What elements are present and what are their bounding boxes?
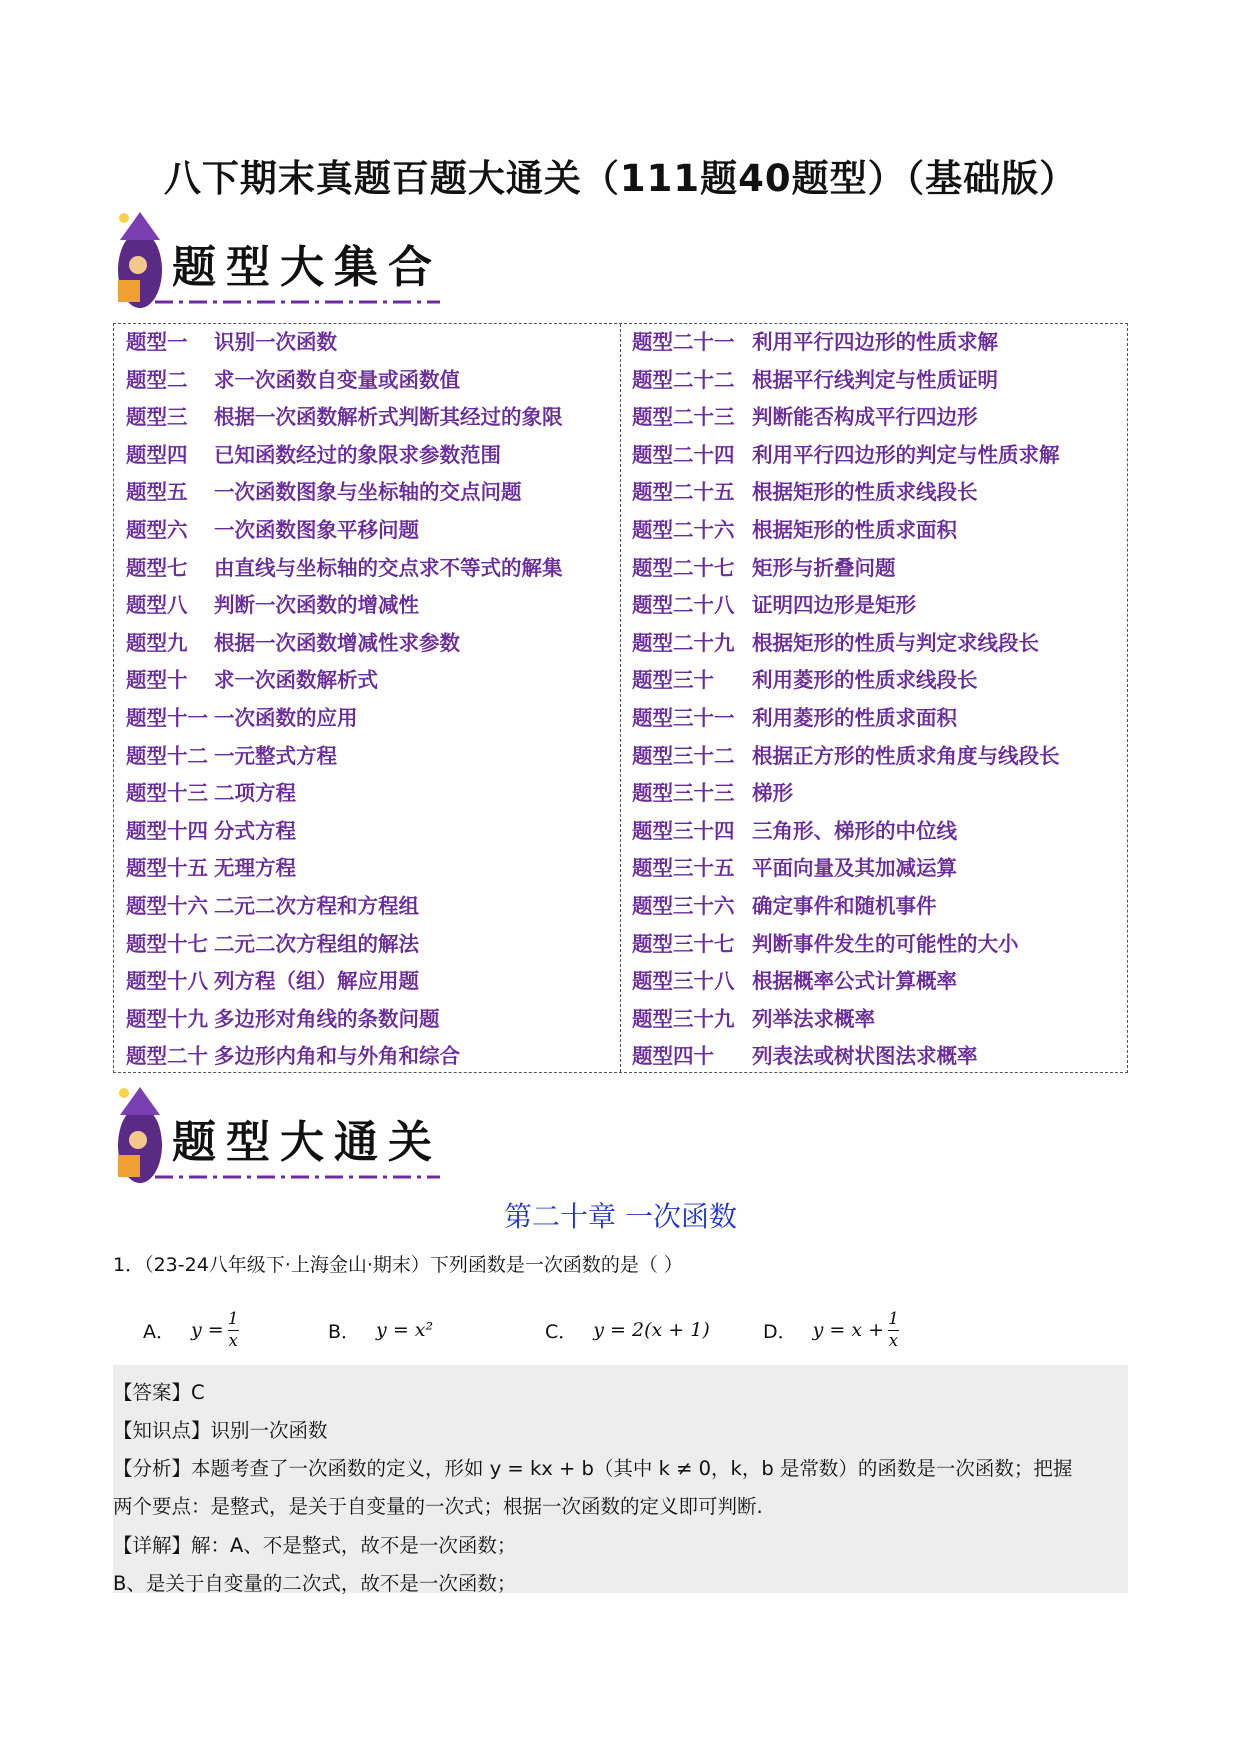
question-type-table <box>113 323 1128 1073</box>
toc-item-title: 根据平行线判定与性质证明 <box>752 367 998 392</box>
question-1: 1．（23-24八年级下·上海金山·期末）下列函数是一次函数的是（ ） <box>113 1254 683 1276</box>
toc-item[interactable] <box>126 1001 616 1039</box>
toc-item-title: 多边形内角和与外角和综合 <box>214 1044 460 1069</box>
wizard-banner-image <box>110 210 470 320</box>
toc-item-title: 一次函数图象平移问题 <box>214 517 419 542</box>
toc-item[interactable] <box>632 1038 1122 1076</box>
toc-item-title: 列方程（组）解应用题 <box>214 969 419 994</box>
option-d-denominator: x <box>888 1330 899 1351</box>
toc-item[interactable] <box>632 625 1122 663</box>
toc-item-number: 题型十五 <box>126 856 208 881</box>
toc-item-number: 题型二十九 <box>632 630 735 655</box>
toc-right-column <box>632 324 1122 1076</box>
option-d-numerator: 1 <box>888 1308 899 1329</box>
toc-item-number: 题型二十八 <box>632 593 735 618</box>
toc-item-title: 利用平行四边形的判定与性质求解 <box>752 442 1060 467</box>
toc-item-number: 题型五 <box>126 480 188 505</box>
toc-item-number: 题型二十一 <box>632 330 735 354</box>
toc-item-number: 题型二十二 <box>632 367 735 392</box>
option-d-label: D． <box>763 1320 797 1343</box>
toc-item-title: 判断一次函数的增减性 <box>214 593 419 618</box>
toc-item[interactable] <box>632 775 1122 813</box>
toc-item[interactable] <box>632 474 1122 512</box>
banner-question-types <box>110 210 470 320</box>
toc-item-title: 根据一次函数增减性求参数 <box>214 630 460 655</box>
toc-item[interactable] <box>632 1001 1122 1039</box>
toc-item[interactable] <box>632 437 1122 475</box>
toc-item-number: 题型七 <box>126 555 188 580</box>
toc-item[interactable] <box>126 888 616 926</box>
toc-item-number: 题型三十一 <box>632 705 735 730</box>
toc-item-number: 题型三十六 <box>632 893 735 918</box>
toc-item-number: 题型十九 <box>126 1006 208 1031</box>
option-d-formula <box>812 1308 899 1351</box>
toc-item-title: 一元整式方程 <box>214 743 337 768</box>
answer-line: 【答案】C <box>113 1381 205 1404</box>
toc-item-title: 分式方程 <box>214 818 296 843</box>
toc-item[interactable] <box>126 926 616 964</box>
toc-item-number: 题型十三 <box>126 781 208 806</box>
knowledge-point-line: 【知识点】识别一次函数 <box>113 1419 328 1442</box>
toc-item-title: 利用菱形的性质求线段长 <box>752 668 978 693</box>
table-divider <box>620 324 621 1072</box>
option-a-lhs: y = <box>191 1319 224 1341</box>
toc-item-title: 三角形、梯形的中位线 <box>752 818 957 843</box>
toc-item[interactable] <box>126 399 616 437</box>
toc-item-number: 题型一 <box>126 330 188 354</box>
toc-item-number: 题型九 <box>126 630 188 655</box>
toc-item-title: 根据正方形的性质求角度与线段长 <box>752 743 1060 768</box>
toc-item-number: 题型三十二 <box>632 743 735 768</box>
option-a-fraction <box>227 1308 239 1351</box>
toc-item[interactable] <box>126 625 616 663</box>
detail-line-2: B、是关于自变量的二次式，故不是一次函数； <box>113 1572 517 1595</box>
toc-item[interactable] <box>126 324 616 362</box>
toc-item-title: 梯形 <box>752 781 793 806</box>
toc-item[interactable] <box>126 963 616 1001</box>
toc-item-number: 题型十六 <box>126 893 208 918</box>
toc-item[interactable] <box>632 738 1122 776</box>
toc-item-number: 题型八 <box>126 593 188 618</box>
toc-item-title: 二元二次方程和方程组 <box>214 893 419 918</box>
toc-item-title: 列表法或树状图法求概率 <box>752 1044 978 1069</box>
toc-item-title: 列举法求概率 <box>752 1006 875 1031</box>
toc-item[interactable] <box>632 813 1122 851</box>
toc-item-number: 题型三 <box>126 405 188 430</box>
option-a-numerator: 1 <box>227 1308 239 1329</box>
toc-item-title: 多边形对角线的条数问题 <box>214 1006 440 1031</box>
toc-item-title: 一次函数的应用 <box>214 705 358 730</box>
toc-item[interactable] <box>126 587 616 625</box>
toc-item[interactable] <box>632 850 1122 888</box>
option-b-formula: y = x² <box>376 1319 434 1341</box>
option-c-formula: y = 2(x + 1) <box>593 1319 710 1341</box>
toc-item-number: 题型四十 <box>632 1044 714 1069</box>
option-c-label: C． <box>545 1320 578 1343</box>
detail-line-1: 【详解】解：A、不是整式，故不是一次函数； <box>113 1534 517 1557</box>
toc-item[interactable] <box>632 550 1122 588</box>
option-d <box>763 1300 899 1360</box>
option-a-formula <box>191 1308 239 1351</box>
toc-item-number: 题型二十 <box>126 1044 208 1069</box>
toc-item-number: 题型十四 <box>126 818 208 843</box>
toc-item-title: 二元二次方程组的解法 <box>214 931 419 956</box>
toc-item[interactable] <box>126 512 616 550</box>
banner2-label: 题型大通关 <box>172 1117 442 1168</box>
toc-item-title: 证明四边形是矩形 <box>752 593 916 618</box>
toc-item-title: 根据矩形的性质求线段长 <box>752 480 978 505</box>
toc-item-number: 题型三十七 <box>632 931 735 956</box>
toc-item[interactable] <box>632 587 1122 625</box>
toc-item-title: 识别一次函数 <box>214 330 337 354</box>
toc-item[interactable] <box>126 700 616 738</box>
toc-item[interactable] <box>632 399 1122 437</box>
option-c <box>545 1300 710 1360</box>
option-a <box>143 1300 239 1360</box>
toc-item-title: 根据矩形的性质求面积 <box>752 517 957 542</box>
toc-item[interactable] <box>126 1038 616 1076</box>
toc-left-column <box>126 324 616 1076</box>
toc-item[interactable] <box>126 437 616 475</box>
wizard-banner-image <box>110 1085 470 1195</box>
toc-item-number: 题型二十四 <box>632 442 735 467</box>
answer-options <box>113 1300 1113 1360</box>
toc-item-title: 由直线与坐标轴的交点求不等式的解集 <box>214 555 563 580</box>
toc-item-number: 题型十二 <box>126 743 208 768</box>
toc-item[interactable] <box>632 512 1122 550</box>
banner-question-practice <box>110 1085 470 1195</box>
option-d-lhs: y = x + <box>812 1319 885 1341</box>
toc-item-number: 题型三十四 <box>632 818 735 843</box>
toc-item-number: 题型十 <box>126 668 188 693</box>
toc-item-number: 题型二 <box>126 367 188 392</box>
toc-item-title: 判断事件发生的可能性的大小 <box>752 931 1019 956</box>
option-a-label: A． <box>143 1320 175 1343</box>
toc-item-number: 题型二十六 <box>632 517 735 542</box>
toc-item[interactable] <box>126 738 616 776</box>
toc-item[interactable] <box>126 813 616 851</box>
toc-item[interactable] <box>126 362 616 400</box>
toc-item-title: 判断能否构成平行四边形 <box>752 405 978 430</box>
option-b-label: B． <box>328 1320 361 1343</box>
toc-item[interactable] <box>126 850 616 888</box>
toc-item-title: 根据一次函数解析式判断其经过的象限 <box>214 405 563 430</box>
toc-item-number: 题型十七 <box>126 931 208 956</box>
toc-item[interactable] <box>632 662 1122 700</box>
toc-item-number: 题型三十八 <box>632 969 735 994</box>
toc-item-title: 求一次函数解析式 <box>214 668 378 693</box>
toc-item-number: 题型二十三 <box>632 405 735 430</box>
analysis-line-1: 【分析】本题考查了一次函数的定义，形如 y = kx + b（其中 k ≠ 0，k，b 是常数）的函数是一次函数；把握 <box>113 1457 1073 1480</box>
toc-item-number: 题型二十五 <box>632 480 735 505</box>
page-title: 八下期末真题百题大通关（111题40题型）（基础版） <box>163 157 1078 200</box>
toc-item-number: 题型三十五 <box>632 856 735 881</box>
toc-item-title: 利用菱形的性质求面积 <box>752 705 957 730</box>
toc-item-title: 已知函数经过的象限求参数范围 <box>214 442 501 467</box>
toc-item-number: 题型二十七 <box>632 555 735 580</box>
toc-item-title: 求一次函数自变量或函数值 <box>214 367 460 392</box>
option-b <box>328 1300 433 1360</box>
toc-item[interactable] <box>632 963 1122 1001</box>
option-d-fraction <box>888 1308 899 1351</box>
toc-item[interactable] <box>126 474 616 512</box>
toc-item[interactable] <box>126 550 616 588</box>
toc-item-title: 利用平行四边形的性质求解 <box>752 330 998 354</box>
chapter-heading: 第二十章 一次函数 <box>504 1200 737 1233</box>
toc-item[interactable] <box>126 662 616 700</box>
toc-item[interactable] <box>632 888 1122 926</box>
banner1-label: 题型大集合 <box>172 242 442 293</box>
toc-item[interactable] <box>126 775 616 813</box>
toc-item[interactable] <box>632 700 1122 738</box>
toc-item[interactable] <box>632 324 1122 362</box>
toc-item-title: 根据概率公式计算概率 <box>752 969 957 994</box>
toc-item-title: 一次函数图象与坐标轴的交点问题 <box>214 480 522 505</box>
toc-item[interactable] <box>632 926 1122 964</box>
toc-item-number: 题型三十三 <box>632 781 735 806</box>
toc-item-title: 矩形与折叠问题 <box>752 555 896 580</box>
analysis-line-2: 两个要点：是整式，是关于自变量的一次式；根据一次函数的定义即可判断. <box>113 1495 763 1518</box>
toc-item-title: 确定事件和随机事件 <box>752 893 937 918</box>
toc-item-title: 二项方程 <box>214 781 296 806</box>
toc-item-number: 题型十一 <box>126 705 208 730</box>
toc-item-title: 无理方程 <box>214 856 296 881</box>
toc-item-number: 题型十八 <box>126 969 208 994</box>
toc-item-number: 题型三十 <box>632 668 714 693</box>
toc-item-number: 题型三十九 <box>632 1006 735 1031</box>
toc-item-title: 根据矩形的性质与判定求线段长 <box>752 630 1039 655</box>
toc-item-title: 平面向量及其加减运算 <box>752 856 957 881</box>
toc-item-number: 题型六 <box>126 517 188 542</box>
option-a-denominator: x <box>228 1330 238 1351</box>
toc-item-number: 题型四 <box>126 442 188 467</box>
toc-item[interactable] <box>632 362 1122 400</box>
